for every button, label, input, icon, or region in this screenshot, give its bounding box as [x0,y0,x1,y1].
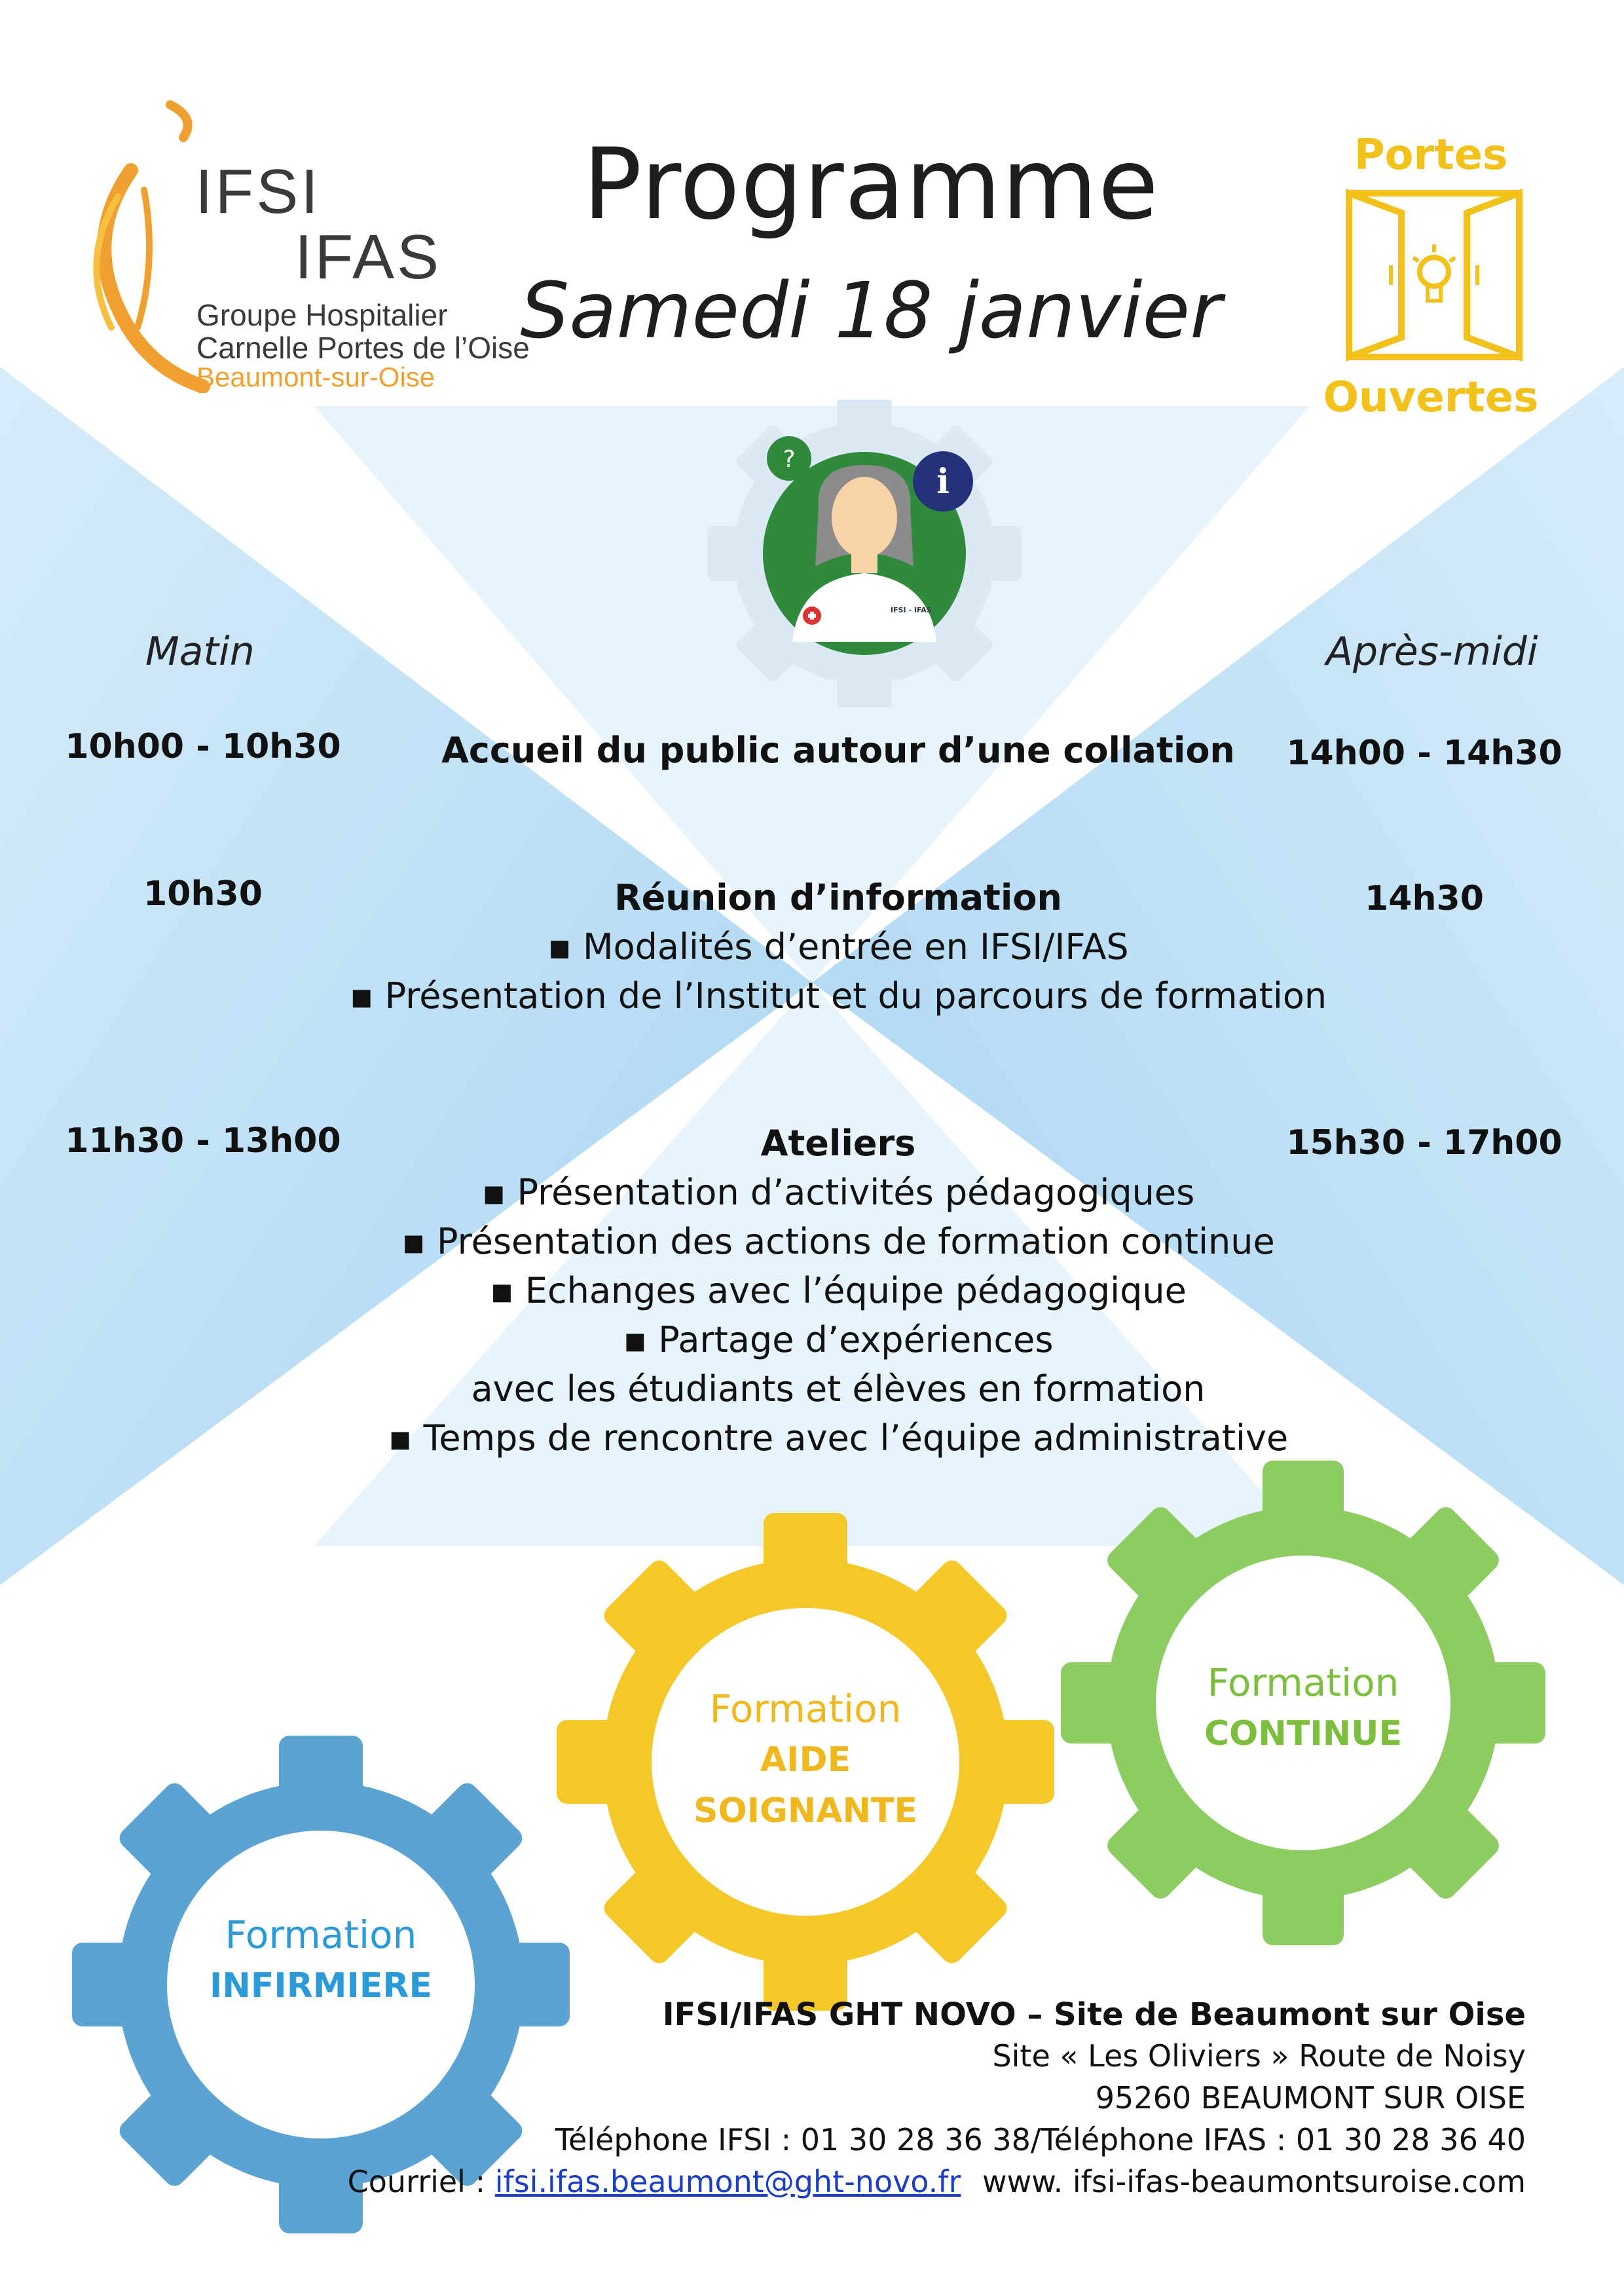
gear-line: Formation [1207,1660,1399,1705]
open-door-icon [1342,187,1526,364]
afternoon-time-2: 14h30 [1365,879,1484,918]
list-item: avec les étudiants et élèves en formation [471,1368,1206,1409]
block-title: Ateliers [760,1123,916,1164]
logo-ifsi: IFSI [195,157,322,227]
logo-org-line2: Carnelle Portes de l’Oise [196,331,530,365]
list-item: ▪ Partage d’expériences [623,1319,1054,1360]
contact-address2: 95260 BEAUMONT SUR OISE [1095,2080,1526,2116]
block-reunion [314,873,1362,1020]
email-label: Courriel : [347,2164,486,2199]
list-item: ▪ Temps de rencontre avec l’équipe administrative [388,1417,1289,1459]
list-item: ▪ Présentation des actions de formation continue [401,1221,1275,1262]
morning-header: Matin [145,629,255,675]
logo-city: Beaumont-sur-Oise [196,362,435,392]
morning-time-1: 10h00 - 10h30 [65,727,341,766]
block-title: Réunion d’information [614,877,1062,918]
nurse-badge-text: IFSI - IFAS [891,606,932,614]
afternoon-header: Après-midi [1326,629,1538,675]
page-title: Programme [582,128,1160,242]
contact-name: IFSI/IFAS GHT NOVO – Site de Beaumont sur Oise [662,1996,1526,2033]
gear-continue-label [1172,1657,1434,1759]
list-item: ▪ Modalités d’entrée en IFSI/IFAS [547,926,1129,967]
gear-line: SOIGNANTE [693,1791,917,1831]
contact-web [348,2164,1526,2199]
gear-aide-label [674,1683,936,1837]
list-item: ▪ Présentation d’activités pédagogiques [481,1172,1195,1213]
list-item: ▪ Echanges avec l’équipe pédagogique [490,1270,1187,1311]
badge-portes: Portes [1354,131,1508,179]
website-link[interactable]: www. ifsi-ifas-beaumontsuroise.com [982,2164,1526,2199]
event-date: Samedi 18 janvier [520,265,1222,356]
email-link[interactable]: ifsi.ifas.beaumont@ght-novo.fr [494,2164,961,2199]
contact-phones: Téléphone IFSI : 01 30 28 36 38/Téléphone IFAS : 01 30 28 36 40 [555,2122,1526,2157]
morning-time-2: 10h30 [143,874,263,914]
gear-line: INFIRMIERE [210,1966,432,2006]
svg-text:?: ? [783,446,796,473]
gear-line: Formation [709,1687,902,1731]
gear-infirmiere-label [190,1909,452,2011]
block-accueil [314,726,1362,775]
block-ateliers [314,1119,1362,1463]
morning-time-3: 11h30 - 13h00 [65,1121,341,1161]
badge-ouvertes: Ouvertes [1323,373,1539,422]
contact-address1: Site « Les Oliviers » Route de Noisy [992,2038,1526,2074]
gear-line: CONTINUE [1204,1714,1402,1753]
afternoon-time-1: 14h00 - 14h30 [1286,734,1562,773]
svg-text:i: i [936,462,950,502]
logo-ifas: IFAS [295,222,442,292]
list-item: ▪ Présentation de l’Institut et du parcours de formation [349,975,1327,1017]
gear-line: AIDE [760,1740,851,1780]
block-title: Accueil du public autour d’une collation [441,730,1235,771]
afternoon-time-3: 15h30 - 17h00 [1286,1123,1562,1163]
nurse-gear-icon [681,400,1048,707]
gear-line: Formation [225,1912,417,1957]
logo-org-line1: Groupe Hospitalier [196,298,448,332]
